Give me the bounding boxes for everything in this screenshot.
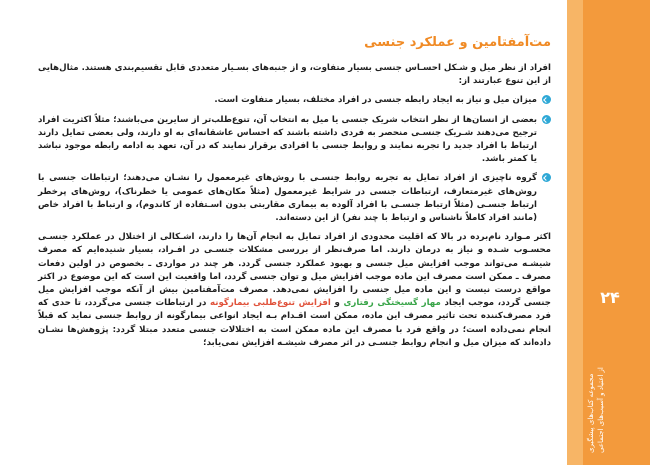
body-text-connector: و bbox=[330, 298, 344, 309]
section-title: مت‌آمفتامین و عملکرد جنسی bbox=[364, 35, 551, 50]
bullet-item bbox=[38, 114, 551, 167]
series-title-line1: مجموعه کتاب‌های پیشگیری bbox=[587, 373, 595, 453]
bullet-icon bbox=[542, 173, 551, 182]
body-text-continued: در ارتباطات جنسی می‌گردد، تا حدی که فرد مصرف‌کننده تحت تاثیر مصرف این ماده، ممکن است اقـدام بـه ایجاد انواعی بیمارگونه از روابط جنسی نماید که قبلاً انجام نمی‌داده است؛ در واقع فرد با مصرف این ماده ممکن است به اختلالات جنسی متعدد مبتلا گردد: پژوهش‌ها نشـان داده‌اند که میزان میل و انجام روابط جنسـی در اثر مصرف شیشـه افزایش نمی‌یابد؛ bbox=[38, 298, 551, 348]
bullet-item bbox=[38, 172, 551, 225]
series-title-line2: از اعتیاد و آسیب‌های اجتماعی bbox=[597, 367, 605, 453]
bullet-icon bbox=[542, 95, 551, 104]
bullet-text: میزان میل و نیاز به ایجاد رابطه جنسی در افراد مختلف، بسیار متفاوت است. bbox=[214, 95, 537, 106]
intro-paragraph: افراد از نظر میل و شـکل احسـاس جنسی بسیار متفاوت، و از جنبه‌های بسـیار متعددی قابل تقسیم‌بندی هستند. مثال‌هایی از این تنوع عبارتند از: bbox=[38, 63, 551, 87]
sidebar-band bbox=[567, 0, 650, 465]
bullet-text: بعضی از انسان‌ها از نظر انتخاب شریک جنسی یا میل به انتخاب آن، تنوع‌طلب‌تر از سایرین می‌باشند؛ مثلاً اکثریت افراد ترجیح می‌دهند شـریک جنسـی منحصر به فردی داشته باشند که احساس عاشقانه‌ای به او دارند، ولی بعضی تمایل دارند ارتباط با افراد جدید را تجربه نمایند و روابط جنسی با افرادی برقرار نمایند که در آن، تعهد به ادامه رابطه موجود نباشد یا کمتر باشد. bbox=[38, 114, 537, 165]
highlight-pathological-variety-seeking: افزایش تنوع‌طلبی بیمارگونه bbox=[210, 298, 331, 309]
document-body bbox=[38, 34, 551, 356]
sidebar-stripe bbox=[567, 0, 583, 465]
highlight-behavioral-disinhibition: مهار گسیختگی رفتاری bbox=[343, 298, 441, 309]
page-number: ۲۴ bbox=[600, 288, 620, 307]
bullet-item bbox=[38, 94, 551, 107]
series-title bbox=[585, 315, 607, 455]
body-paragraph bbox=[38, 231, 551, 350]
body-text: اکثر مـوارد نام‌برده در بالا که اقلیت محدودی از افراد تمایل به انجام آن‌ها را دارند، اشـکالی از اختلال در عملکرد جنسـی محسـوب شـده و نیاز به درمان دارند. اما صرف‌نظر از بررسی مشکلات جنسـی در افـراد، بسیار شنیده‌ایم که مصرف شیشـه می‌تواند موجب افزایش میل جنسی و بهبود عملکرد جنسی گردد. هر چند در مواردی ـ بخصوص در اولین دفعات مصرف ـ ممکن است مصرف این ماده موجب افزایش میل و توان جنسی گردد، اما واقعیت این است که این موضوع در اکثر مواقع درست نیست و این ماده میل جنسی را افزایش نمی‌دهد. مصرف مت‌آمفتامین بیش از آنکه موجب افزایش میل جنسی گردد، موجب ایجاد bbox=[38, 232, 551, 309]
bullet-text: گروه ناچیزی از افراد تمایل به تجربه روابط جنسـی با روش‌های غیرمعمول را نشـان می‌دهند؛ ارتباطات جنسی با روش‌های غیرمتعارف، ارتباطات جنسی در شرایط غیرمعمول (مثلاً مکان‌های عمومی یا خطرناک)، روش‌های پرخطر ارتباط جنسـی (مثلاً ارتباط جنسـی با افراد آلوده به بیماری مقاربتی بدون اسـتفاده از کاندوم)، و ارتباط با افراد خاص (مانند افراد کاملاً ناشناس و ارتباط با چند نفر) از این دسته‌اند. bbox=[38, 173, 537, 224]
bullet-icon bbox=[542, 115, 551, 124]
